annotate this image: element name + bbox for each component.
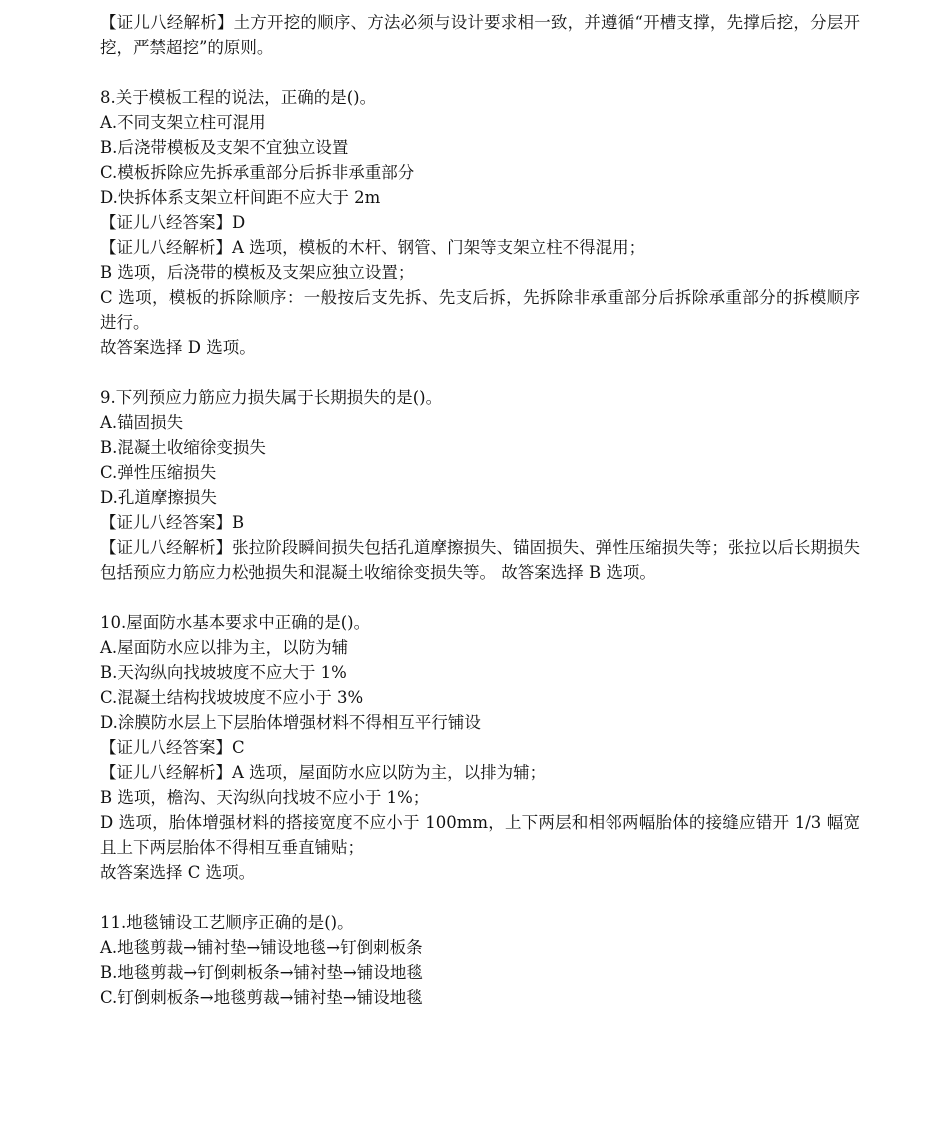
question-8-option-b: B.后浇带模板及支架不宜独立设置 [100, 138, 349, 157]
question-8-analysis-line: 故答案选择 D 选项。 [100, 338, 256, 357]
question-10-answer: 【证儿八经答案】C [100, 738, 245, 757]
question-8-answer: 【证儿八经答案】D [100, 213, 246, 232]
question-10-option-b: B.天沟纵向找坡坡度不应大于 1% [100, 663, 347, 682]
intro-analysis: 【证儿八经解析】土方开挖的顺序、方法必须与设计要求相一致，并遵循“开槽支撑，先撑后挖，分层开挖，严禁超挖”的原则。 [100, 13, 860, 57]
question-10 [100, 610, 860, 885]
question-11-option-b: B.地毯剪裁→钉倒刺板条→铺衬垫→铺设地毯 [100, 963, 423, 982]
question-10-option-d: D.涂膜防水层上下层胎体增强材料不得相互平行铺设 [100, 713, 481, 732]
question-10-analysis-line: D 选项，胎体增强材料的搭接宽度不应小于 100mm，上下两层和相邻两幅胎体的接缝应错开 1/3 幅宽且上下两层胎体不得相互垂直铺贴； [100, 813, 860, 857]
question-8-analysis-line: 【证儿八经解析】A 选项，模板的木杆、钢管、门架等支架立柱不得混用； [100, 238, 646, 257]
question-8-analysis-line: C 选项，模板的拆除顺序：一般按后支先拆、先支后拆，先拆除非承重部分后拆除承重部分的拆模顺序进行。 [100, 288, 860, 332]
question-9-option-c: C.弹性压缩损失 [100, 463, 217, 482]
question-9-answer: 【证儿八经答案】B [100, 513, 245, 532]
document-page [100, 10, 860, 1010]
question-9 [100, 385, 860, 585]
spacer [100, 885, 860, 910]
question-8-option-a: A.不同支架立柱可混用 [100, 113, 266, 132]
question-11 [100, 910, 860, 1010]
spacer [100, 360, 860, 385]
question-11-option-c: C.钉倒刺板条→地毯剪裁→铺衬垫→铺设地毯 [100, 988, 423, 1007]
question-8-option-d: D.快拆体系支架立杆间距不应大于 2m [100, 188, 381, 207]
question-8 [100, 85, 860, 360]
question-9-analysis-line: 【证儿八经解析】张拉阶段瞬间损失包括孔道摩擦损失、锚固损失、弹性压缩损失等；张拉以后长期损失包括预应力筋应力松弛损失和混凝土收缩徐变损失等。 故答案选择 B 选项。 [100, 538, 860, 582]
question-10-option-a: A.屋面防水应以排为主，以防为辅 [100, 638, 349, 657]
question-9-option-d: D.孔道摩擦损失 [100, 488, 217, 507]
spacer [100, 60, 860, 85]
question-9-stem: 9.下列预应力筋应力损失属于长期损失的是()。 [100, 388, 443, 407]
question-11-stem: 11.地毯铺设工艺顺序正确的是()。 [100, 913, 354, 932]
question-8-analysis-line: B 选项，后浇带的模板及支架应独立设置； [100, 263, 415, 282]
question-10-analysis-line: 【证儿八经解析】A 选项，屋面防水应以防为主，以排为辅； [100, 763, 547, 782]
question-10-analysis-line: 故答案选择 C 选项。 [100, 863, 256, 882]
question-10-option-c: C.混凝土结构找坡坡度不应小于 3% [100, 688, 364, 707]
question-9-option-a: A.锚固损失 [100, 413, 184, 432]
question-10-stem: 10.屋面防水基本要求中正确的是()。 [100, 613, 371, 632]
question-8-stem: 8.关于模板工程的说法，正确的是()。 [100, 88, 377, 107]
question-9-option-b: B.混凝土收缩徐变损失 [100, 438, 266, 457]
question-11-option-a: A.地毯剪裁→铺衬垫→铺设地毯→钉倒刺板条 [100, 938, 423, 957]
question-8-option-c: C.模板拆除应先拆承重部分后拆非承重部分 [100, 163, 415, 182]
spacer [100, 585, 860, 610]
question-10-analysis-line: B 选项，檐沟、天沟纵向找坡不应小于 1%； [100, 788, 430, 807]
